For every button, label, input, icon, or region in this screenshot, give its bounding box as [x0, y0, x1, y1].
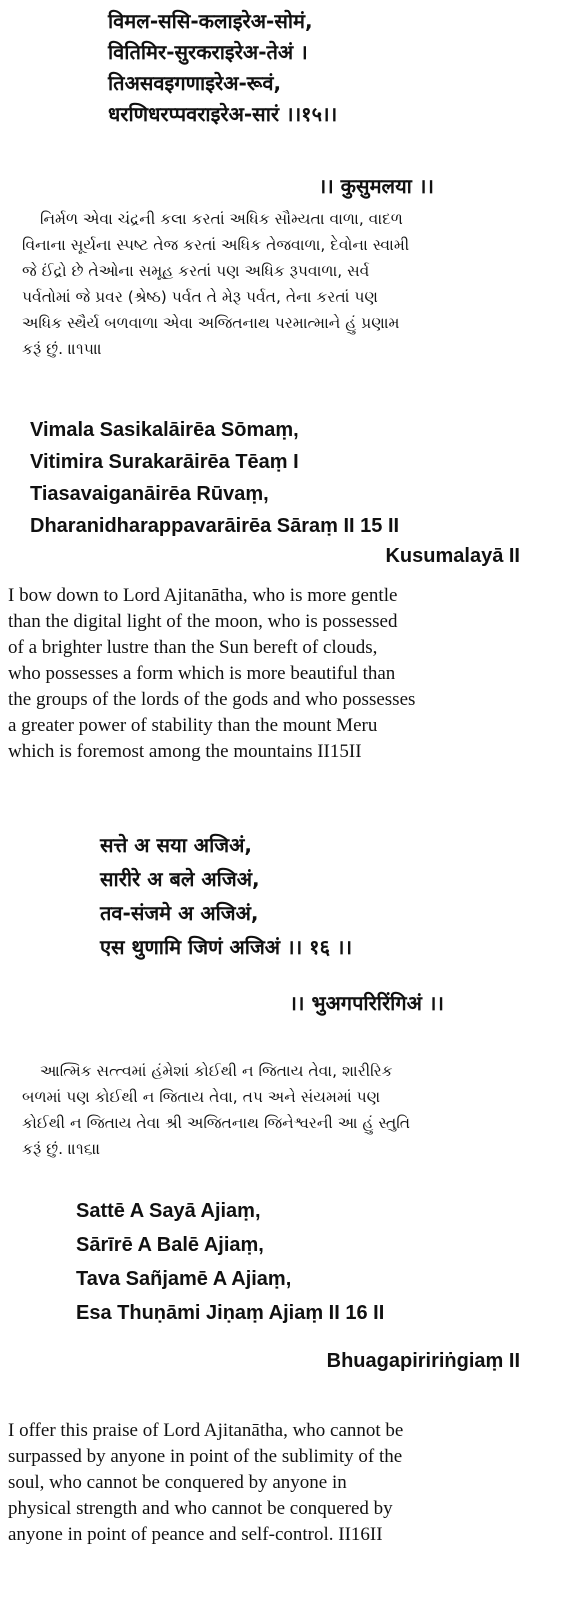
- verse-line: वितिमिर-सुरकराइरेअ-तेअं ।: [108, 40, 308, 64]
- transliteration-line: Dharanidharappavarāirēa Sāraṃ II 15 II: [30, 515, 400, 537]
- gujarati-line: જે ઈંદ્રો છે તેઓના સમૂહ કરતાં પણ અધિક રૂપવાળા, સર્વ: [22, 262, 370, 280]
- verse-line: सत्ते अ सया अजिअं,: [100, 833, 252, 857]
- verse-line: विमल-ससि-कलाइरेअ-सोमं,: [108, 9, 313, 33]
- transliteration-line: Esa Thuṇāmi Jiṇaṃ Ajiaṃ II 16 II: [76, 1302, 385, 1324]
- verse-15-english: [8, 583, 554, 765]
- verse-line: एस थुणामि जिणं अजिअं ।। १६ ।।: [100, 935, 353, 959]
- verse-16-prakrit: [100, 828, 540, 964]
- english-line: a greater power of stability than the mount Meru: [8, 715, 378, 736]
- verse-line: तिअसवइगणाइरेअ-रूवं,: [108, 71, 282, 95]
- gujarati-line: કરૂં છું. ॥૧૫॥: [22, 340, 103, 358]
- english-line: I bow down to Lord Ajitanātha, who is more gentle: [8, 585, 398, 606]
- english-line: which is foremost among the mountains II15II: [8, 741, 362, 762]
- verse-15-transliteration: [30, 414, 540, 542]
- verse-line: तव-संजमे अ अजिअं,: [100, 901, 259, 925]
- verse-15-prakrit: [108, 6, 548, 130]
- gujarati-line: નિર્મળ એવા ચંદ્રની કલા કરતાં અધિક સૌમ્યતા વાળા, વાદળ: [40, 210, 403, 228]
- verse-16-meter-transliteration: Bhuagapiririṅgiaṃ II: [326, 1350, 520, 1372]
- transliteration-line: Sattē A Sayā Ajiaṃ,: [76, 1200, 261, 1222]
- english-line: surpassed by anyone in point of the sublimity of the: [8, 1446, 403, 1467]
- english-line: who possesses a form which is more beautiful than: [8, 663, 396, 684]
- transliteration-line: Sārīrē A Balē Ajiaṃ,: [76, 1234, 264, 1256]
- gujarati-line: આત્મિક સત્ત્વમાં હંમેશાં કોઈથી ન જિતાય તેવા, શારીરિક: [40, 1062, 393, 1080]
- english-line: of a brighter lustre than the Sun bereft of clouds,: [8, 637, 378, 658]
- verse-16-transliteration: [76, 1194, 546, 1330]
- gujarati-line: અધિક સ્થૈર્ય બળવાળા એવા અજિતનાથ પરમાત્માને હું પ્રણામ: [22, 314, 400, 332]
- english-line: I offer this praise of Lord Ajitanātha, who cannot be: [8, 1420, 404, 1441]
- verse-15-gujarati: [22, 206, 542, 362]
- verse-16-english: [8, 1418, 554, 1548]
- verse-15-meter-transliteration: Kusumalayā II: [385, 545, 520, 567]
- verse-line: धरणिधरप्पवराइरेअ-सारं ।।१५।।: [108, 102, 338, 126]
- gujarati-line: બળમાં પણ કોઈથી ન જિતાય તેવા, તપ અને સંયમમાં પણ: [22, 1088, 381, 1106]
- english-line: anyone in point of peance and self-control. II16II: [8, 1524, 383, 1545]
- verse-line: सारीरे अ बले अजिअं,: [100, 867, 260, 891]
- gujarati-line: પર્વતોમાં જે પ્રવર (શ્રેષ્ઠ) પર્વત તે મેરૂ પર્વત, તેના કરતાં પણ: [22, 288, 378, 306]
- transliteration-line: Vimala Sasikalāirēa Sōmaṃ,: [30, 419, 299, 441]
- verse-16-gujarati: [22, 1058, 542, 1162]
- gujarati-line: કોઈથી ન જિતાય તેવા શ્રી અજિતનાથ જિનેશ્વરની આ હું સ્તુતિ: [22, 1114, 411, 1132]
- english-line: physical strength and who cannot be conquered by: [8, 1498, 393, 1519]
- transliteration-line: Tava Sañjamē A Ajiaṃ,: [76, 1268, 292, 1290]
- english-line: than the digital light of the moon, who is possessed: [8, 611, 398, 632]
- transliteration-line: Vitimira Surakarāirēa Tēaṃ I: [30, 451, 299, 473]
- english-line: soul, who cannot be conquered by anyone in: [8, 1472, 347, 1493]
- gujarati-line: વિનાના સૂર્યના સ્પષ્ટ તેજ કરતાં અધિક તેજવાળા, દેવોના સ્વામી: [22, 236, 410, 254]
- verse-16-meter: ।। भुअगपरिरिंगिअं ।।: [289, 991, 444, 1015]
- gujarati-line: કરૂં છું. ॥૧૬॥: [22, 1140, 101, 1158]
- verse-15-meter: ।। कुसुमलया ।।: [318, 174, 434, 198]
- english-line: the groups of the lords of the gods and who possesses: [8, 689, 416, 710]
- transliteration-line: Tiasavaiganāirēa Rūvaṃ,: [30, 483, 269, 505]
